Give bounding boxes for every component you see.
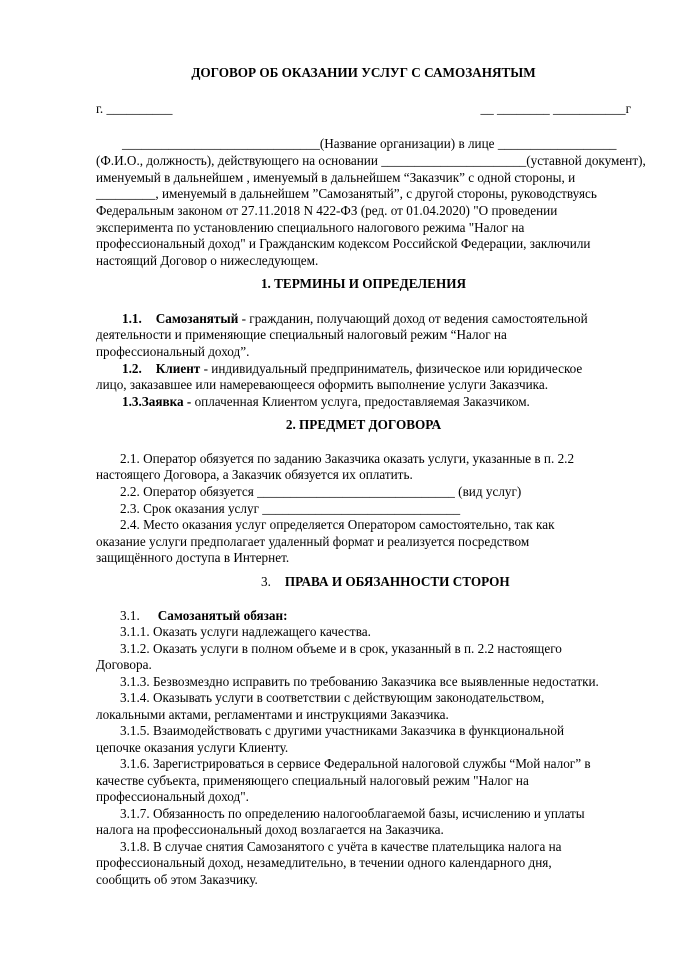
clause-line: 2.2. Оператор обязуется ______________________________ (вид услуг)	[120, 484, 522, 499]
clause-line: 3.1.6. Зарегистрироваться в сервисе Федеральной налоговой службы “Мой налог” в	[120, 756, 591, 771]
clause-line: 2.4. Место оказания услуг определяется Оператором самостоятельно, так как	[120, 517, 555, 532]
term-name: Самозанятый	[155, 311, 239, 326]
clause-line: защищённого доступа в Интернет.	[96, 550, 290, 565]
clause-line: Договора.	[96, 657, 152, 672]
clause-line: настоящего Договора, а Заказчик обязуется их оплатить.	[96, 467, 413, 482]
date-line: __ ________ ___________г	[480, 101, 631, 116]
preamble-line: профессиональный доход" и Гражданским кодексом Российской Федерации, заключили	[96, 236, 591, 251]
clause-line: 3.1.2. Оказать услуги в полном объеме и в срок, указанный в п. 2.2 настоящего	[120, 641, 562, 656]
preamble-line: Федеральным законом от 27.11.2018 N 422-ФЗ (ред. от 01.04.2020) "О проведении	[96, 203, 558, 218]
clause-line: локальными актами, регламентами и инструкциями Заказчика.	[96, 707, 449, 722]
clause-line: профессиональный доход".	[96, 789, 249, 804]
subsection-number: 3.1.	[120, 608, 140, 623]
clause-line: оказание услуги предполагает удаленный формат и реализуется посредством	[96, 534, 530, 549]
section-heading	[261, 574, 510, 591]
subsection-title: Самозанятый обязан:	[157, 608, 288, 623]
clause-line: 2.1. Оператор обязуется по заданию Заказчика оказать услуги, указанные в п. 2.2	[120, 451, 575, 466]
term-definition: - гражданин, получающий доход от ведения самостоятельной	[238, 311, 588, 326]
term-line: профессиональный доход”.	[96, 344, 250, 359]
term-definition: - индивидуальный предприниматель, физическое или юридическое	[200, 361, 583, 376]
document-title: ДОГОВОР ОБ ОКАЗАНИИ УСЛУГ С САМОЗАНЯТЫМ	[191, 65, 536, 80]
clause-line: налога на профессиональный доход возлагается на Заказчика.	[96, 822, 444, 837]
clause-line: качестве субъекта, применяющего специальный налоговый режим "Налог на	[96, 773, 529, 788]
preamble-line: ______________________________(Название организации) в лице __________________	[122, 136, 617, 151]
clause-line: цепочке оказания услуги Клиенту.	[96, 740, 289, 755]
preamble-line: _________, именуемый в дальнейшем ”Самозанятый”, с другой стороны, руководствуясь	[96, 186, 597, 201]
term-item	[122, 311, 588, 328]
preamble-line: именуемый в дальнейшем , именуемый в дальнейшем “Заказчик” с одной стороны, и	[96, 170, 576, 185]
section-heading: 1. ТЕРМИНЫ И ОПРЕДЕЛЕНИЯ	[260, 276, 467, 291]
term-line: деятельности и применяющие специальный налоговый режим “Налог на	[96, 327, 507, 342]
section-title: ПРАВА И ОБЯЗАННОСТИ СТОРОН	[284, 574, 510, 589]
term-name: 1.3.Заявка -	[122, 394, 192, 409]
clause-line: 3.1.1. Оказать услуги надлежащего качества.	[120, 624, 371, 639]
term-item	[122, 394, 530, 411]
preamble-line: (Ф.И.О., должность), действующего на основании ______________________(уставной документ),	[96, 153, 646, 168]
clause-line: 3.1.8. В случае снятия Самозанятого с учёта в качестве плательщика налога на	[120, 839, 562, 854]
clause-line: 3.1.5. Взаимодействовать с другими участниками Заказчика в функциональной	[120, 723, 565, 738]
clause-line: 2.3. Срок оказания услуг ______________________________	[120, 501, 461, 516]
document-page	[96, 0, 646, 960]
preamble-line: настоящий Договор о нижеследующем.	[96, 253, 319, 268]
clause-line: сообщить об этом Заказчику.	[96, 872, 258, 887]
subsection-heading	[120, 608, 287, 625]
term-item	[122, 361, 582, 378]
term-number: 1.1.	[122, 311, 142, 326]
term-number: 1.2.	[122, 361, 142, 376]
section-heading: 2. ПРЕДМЕТ ДОГОВОРА	[285, 417, 442, 432]
clause-line: 3.1.7. Обязанность по определению налогооблагаемой базы, исчислению и уплаты	[120, 806, 585, 821]
section-number: 3.	[261, 574, 271, 589]
term-name: Клиент	[155, 361, 201, 376]
clause-line: профессиональный доход, незамедлительно, в течении одного календарного дня,	[96, 855, 552, 870]
clause-line: 3.1.3. Безвозмездно исправить по требованию Заказчика все выявленные недостатки.	[120, 674, 599, 689]
clause-line: 3.1.4. Оказывать услуги в соответствии с действующим законодательством,	[120, 690, 545, 705]
place-line: г. __________	[96, 101, 173, 116]
term-definition: оплаченная Клиентом услуга, предоставляемая Заказчиком.	[191, 394, 530, 409]
preamble-line: эксперимента по установлению специального налогового режима "Налог на	[96, 220, 525, 235]
term-line: лицо, заказавшее или намеревающееся оформить выполнение услуги Заказчика.	[96, 377, 548, 392]
